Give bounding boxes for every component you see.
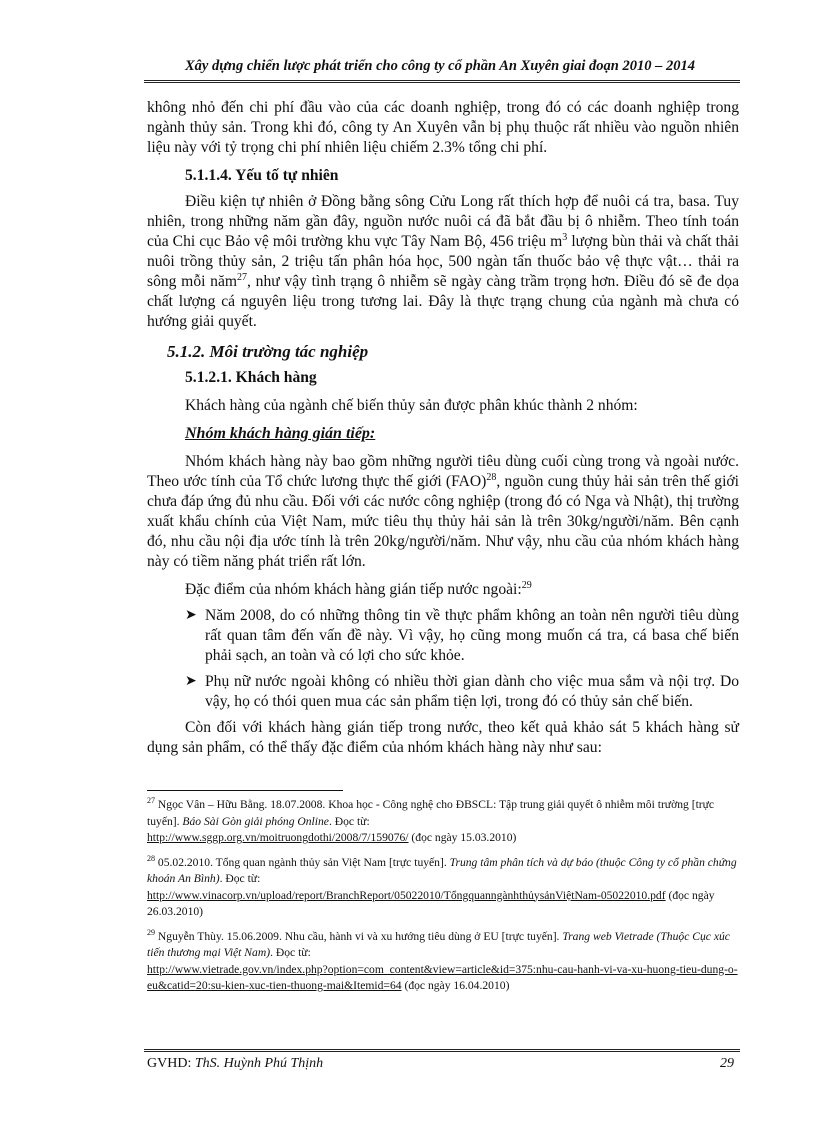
heading-5121-customers: 5.1.2.1. Khách hàng [185, 369, 317, 386]
paragraph-foreign-characteristics: Đặc điểm của nhóm khách hàng gián tiếp nước ngoài:$^{29}$ [185, 579, 532, 598]
arrow-bullet-icon: ➤ [185, 674, 197, 689]
footer-rule [144, 1049, 740, 1052]
arrow-bullet-icon: ➤ [185, 608, 197, 623]
heading-5114-natural-factors: 5.1.1.4. Yếu tố tự nhiên [185, 167, 339, 184]
bullet-item: ➤ Năm 2008, do có những thông tin về thực phẩm không an toàn nên người tiêu dùng rất quan tâm đến vấn đề này. Vì vậy, họ cũng mong muốn cá tra, cá basa chế biến phải sạch, an toàn và có lợi cho sức khỏe. [185, 607, 739, 664]
footnote-ref-29[interactable]: 29 [521, 579, 532, 591]
footnote-separator [147, 790, 343, 791]
paragraph-indirect-customers: Nhóm khách hàng này bao gồm những người tiêu dùng cuối cùng trong và ngoài nước. Theo ước tính của Tổ chức lương thực thế giới (FAO)$^{28}$, nguồn cung thủy hải sản trên thế giới chưa đáp ứng đủ nhu cầu. Đối với các nước công nghiệp (trong đó có Nga và Nhật), thị trường xuất khẩu chính của Việt Nam, mức tiêu thụ thủy hải sản là trên 30kg/người/năm. Bên cạnh đó, nhu cầu nội địa ước tính là trên 20kg/người/năm. Như vậy, nhu cầu của nhóm khách hàng này có tiềm năng phát triển rất lớn. [147, 453, 739, 570]
paragraph-natural-conditions: Điều kiện tự nhiên ở Đồng bằng sông Cửu Long rất thích hợp để nuôi cá tra, basa. Tuy nhiên, trong những năm gần đây, nguồn nước nuôi cá đã bắt đầu bị ô nhiễm. Theo tính toán của Chi cục Bảo vệ môi trường khu vực Tây Nam Bộ, 456 triệu $m^3$ lượng bùn thải và chất thải nuôi trồng thủy sản, 2 triệu tấn phân hóa học, 500 ngàn tấn thuốc bảo vệ thực vật… thải ra sông mỗi năm$^{27}$, như vậy tình trạng ô nhiễm sẽ ngày càng trầm trọng hơn. Điều đó sẽ đe dọa chất lượng cá nguyên liệu trong tương lai. Đây là thực trạng chung của ngành mà chưa có hướng giải quyết. [147, 193, 739, 330]
heading-512-operating-environment: 5.1.2. Môi trường tác nghiệp [167, 342, 369, 361]
unit-superscript: 3 [562, 231, 568, 243]
footnote-link[interactable]: http://www.vietrade.gov.vn/index.php?option=com_content&view=article&id=375:nhu-cau-hanh-vi-va-xu-huong-tieu-dung-o-eu&catid=20:su-kien-xuc-tien-thuong-mai&Itemid=64 [147, 962, 738, 992]
running-header: Xây dựng chiến lược phát triển cho công ty cổ phần An Xuyên giai đoạn 2010 – 2014 [184, 58, 695, 74]
footnote-ref-27[interactable]: 27 [237, 271, 248, 283]
heading-indirect-customers: Nhóm khách hàng gián tiếp: [185, 425, 376, 442]
footnote-link[interactable]: http://www.sggp.org.vn/moitruongdothi/2008/7/159076/ [147, 831, 409, 844]
page-number: 29 [720, 1056, 734, 1071]
paragraph-fuel-cost: không nhỏ đến chi phí đầu vào của các doanh nghiệp, trong đó có các doanh nghiệp trong ngành thủy sản. Trong khi đó, công ty An Xuyên vẫn bị phụ thuộc rất nhiều vào nguồn nhiên liệu này với tỷ trọng chi phí nhiên liệu chiếm 2.3% tổng chi phí. [147, 99, 739, 156]
bullet-item: ➤ Phụ nữ nước ngoài không có nhiều thời gian dành cho việc mua sắm và nội trợ. Do vậy, họ có thói quen mua các sản phẩm tiện lợi, trong đó có thủy sản chế biến. [185, 673, 739, 710]
paragraph-domestic-customers: Còn đối với khách hàng gián tiếp trong nước, theo kết quả khảo sát 5 khách hàng sử dụng sản phẩm, có thể thấy đặc điểm của nhóm khách hàng này như sau: [147, 719, 739, 756]
paragraph-customer-segments: Khách hàng của ngành chế biến thủy sản được phân khúc thành 2 nhóm: [185, 397, 638, 414]
footnote-28: $^{28}$ 05.02.2010. Tổng quan ngành thủy sản Việt Nam [trực tuyến]. Trung tâm phân tích và dự báo (thuộc Công ty cổ phần chứng khoán An Bình). Đọc từ: http://www.vinacorp.vn/upload/report/BranchReport/05022010/TổngquanngànhthủysảnViệtNam-05022010.pdf (đọc ngày 26.03.2010) [147, 853, 737, 918]
footnotes [147, 797, 739, 1003]
footnote-27: $^{27}$ Ngọc Vân – Hữu Bằng. 18.07.2008. Khoa học - Công nghệ cho ĐBSCL: Tập trung giải quyết ô nhiễm môi trường [trực tuyến]. Báo Sài Gòn giải phóng Online. Đọc từ: http://www.sggp.org.vn/moitruongdothi/2008/7/159076/ (đọc ngày 15.03.2010) [147, 796, 715, 844]
footnote-ref-28[interactable]: 28 [486, 471, 497, 483]
body-text [147, 98, 739, 758]
footnote-link[interactable]: http://www.vinacorp.vn/upload/report/BranchReport/05022010/TổngquanngànhthủysảnViệtNam-05022010.pdf [147, 888, 666, 902]
footnote-29: $^{29}$ Nguyễn Thùy. 15.06.2009. Nhu cầu, hành vi và xu hướng tiêu dùng ở EU [trực tuyến]. Trang web Vietrade (Thuộc Cục xúc tiến thương mại Việt Nam). Đọc từ: http://www.vietrade.gov.vn/index.php?option=com_content&view=article&id=375:nhu-cau-hanh-vi-va-xu-huong-tieu-dung-o-eu&catid=20:su-kien-xuc-tien-thuong-mai&Itemid=64 (đọc ngày 16.04.2010) [147, 927, 738, 992]
footer-advisor: GVHD: ThS. Huỳnh Phú Thịnh [147, 1056, 324, 1071]
header-rule [144, 80, 740, 83]
